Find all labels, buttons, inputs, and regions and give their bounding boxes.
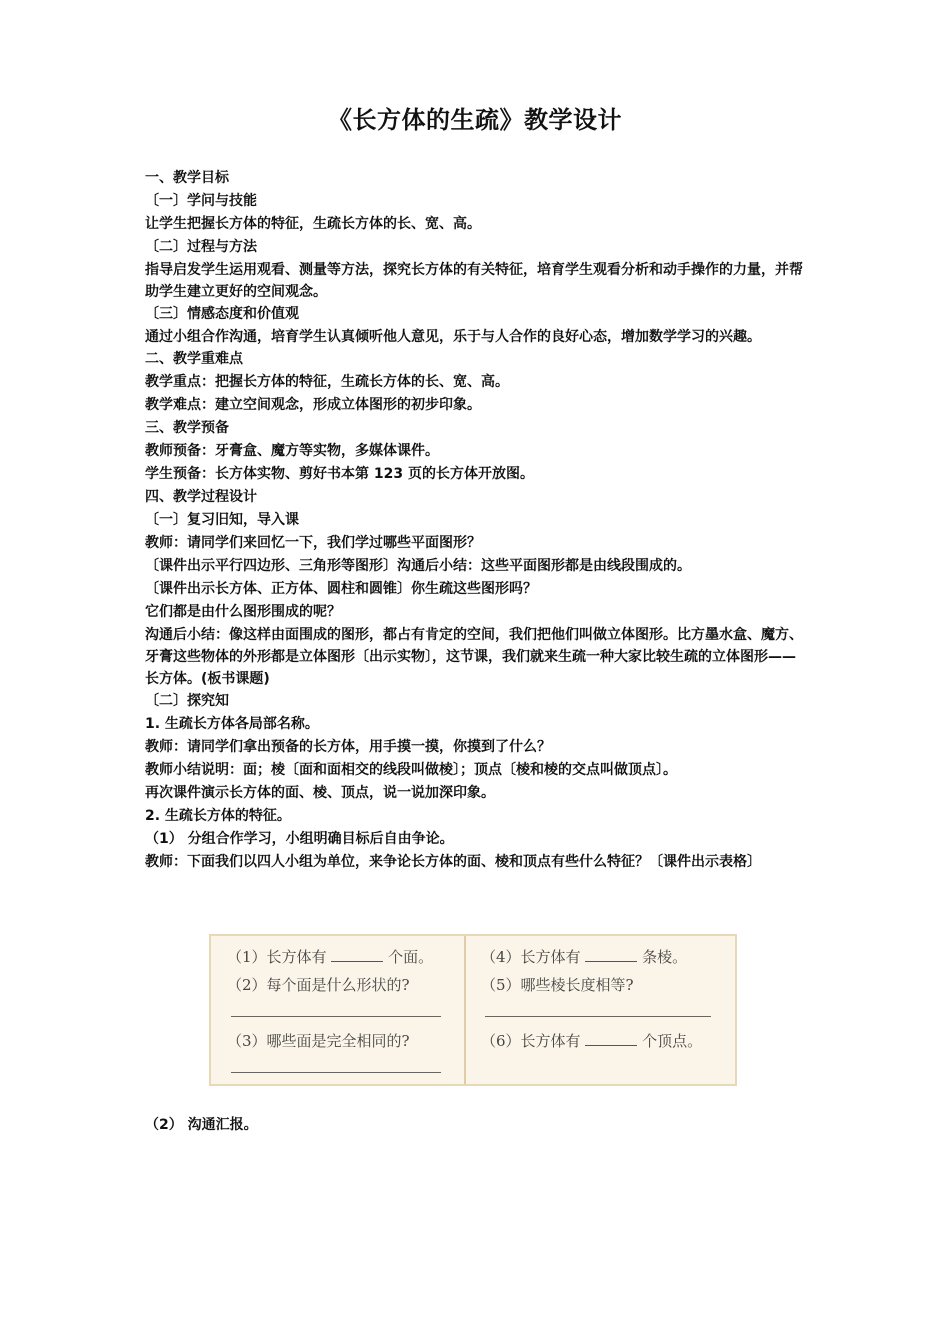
- question-4: （4）长方体有 条棱。: [481, 948, 688, 966]
- paragraph-report: （2） 沟通汇报。: [145, 1117, 258, 1133]
- paragraph: 它们都是由什么图形围成的呢？: [145, 604, 341, 620]
- question-2: （2）每个面是什么形状的?: [227, 976, 410, 994]
- question-1: （1）长方体有 个面。: [227, 948, 434, 966]
- paragraph: 教师小结说明：面；棱〔面和面相交的线段叫做棱〕；顶点〔棱和棱的交点叫做顶点〕。: [145, 762, 677, 778]
- question-3: （3）哪些面是完全相同的?: [227, 1032, 410, 1050]
- paragraph: 学生预备：长方体实物、剪好书本第 123 页的长方体开放图。: [145, 466, 534, 482]
- paragraph: 教师：请同学们拿出预备的长方体，用手摸一摸，你摸到了什么？: [145, 739, 551, 755]
- answer-blank: [331, 947, 383, 962]
- paragraph: 教学重点：把握长方体的特征，生疏长方体的长、宽、高。: [145, 374, 509, 390]
- answer-line: [231, 1016, 441, 1017]
- subheading-knowledge: 〔一〕学问与技能: [145, 193, 257, 209]
- heading-preparation: 三、教学预备: [145, 420, 229, 436]
- heading-objectives: 一、教学目标: [145, 170, 229, 186]
- numbered-item: 2. 生疏长方体的特征。: [145, 808, 291, 824]
- subheading-process: 〔二〕过程与方法: [145, 239, 257, 255]
- paragraph: 沟通后小结：像这样由面围成的图形，都占有肯定的空间，我们把他们叫做立体图形。比方墨水盒、魔方、牙膏这些物体的外形都是立体图形〔出示实物〕，这节课，我们就来生疏一种大家比较生疏的立体图形——长方体。(板书课题): [145, 627, 803, 687]
- paragraph: （1） 分组合作学习，小组明确目标后自由争论。: [145, 831, 454, 847]
- document-title: 《长方体的生疏》教学设计: [328, 105, 622, 134]
- paragraph: 教师预备：牙膏盒、魔方等实物，多媒体课件。: [145, 443, 439, 459]
- exercise-table-image: [209, 934, 737, 1086]
- paragraph: 让学生把握长方体的特征，生疏长方体的长、宽、高。: [145, 216, 481, 232]
- heading-key-points: 二、教学重难点: [145, 351, 243, 367]
- column-divider: [464, 936, 466, 1084]
- paragraph: 教师：请同学们来回忆一下，我们学过哪些平面图形？: [145, 535, 481, 551]
- answer-line: [231, 1072, 441, 1073]
- paragraph: 〔课件出示长方体、正方体、圆柱和圆锥〕你生疏这些图形吗？: [145, 581, 537, 597]
- document-body: [145, 167, 805, 873]
- subheading-attitude: 〔三〕情感态度和价值观: [145, 306, 299, 322]
- question-5: （5）哪些棱长度相等?: [481, 976, 634, 994]
- paragraph: 教学难点：建立空间观念，形成立体图形的初步印象。: [145, 397, 481, 413]
- heading-process-design: 四、教学过程设计: [145, 489, 257, 505]
- answer-blank: [585, 1031, 637, 1046]
- paragraph: 〔课件出示平行四边形、三角形等图形〕沟通后小结：这些平面图形都是由线段围成的。: [145, 558, 691, 574]
- answer-line: [485, 1016, 711, 1017]
- paragraph: 教师：下面我们以四人小组为单位，来争论长方体的面、棱和顶点有些什么特征？〔课件出示表格〕: [145, 854, 761, 870]
- subheading-explore: 〔二〕探究知: [145, 693, 229, 709]
- paragraph: 指导启发学生运用观看、测量等方法，探究长方体的有关特征，培育学生观看分析和动手操作的力量，并帮助学生建立更好的空间观念。: [145, 262, 803, 300]
- question-6: （6）长方体有 个顶点。: [481, 1032, 703, 1050]
- paragraph: 再次课件演示长方体的面、棱、顶点，说一说加深印象。: [145, 785, 495, 801]
- paragraph: 通过小组合作沟通，培育学生认真倾听他人意见，乐于与人合作的良好心态，增加数学学习的兴趣。: [145, 329, 761, 345]
- subheading-review: 〔一〕复习旧知，导入课: [145, 512, 299, 528]
- numbered-item: 1. 生疏长方体各局部名称。: [145, 716, 319, 732]
- answer-blank: [585, 947, 637, 962]
